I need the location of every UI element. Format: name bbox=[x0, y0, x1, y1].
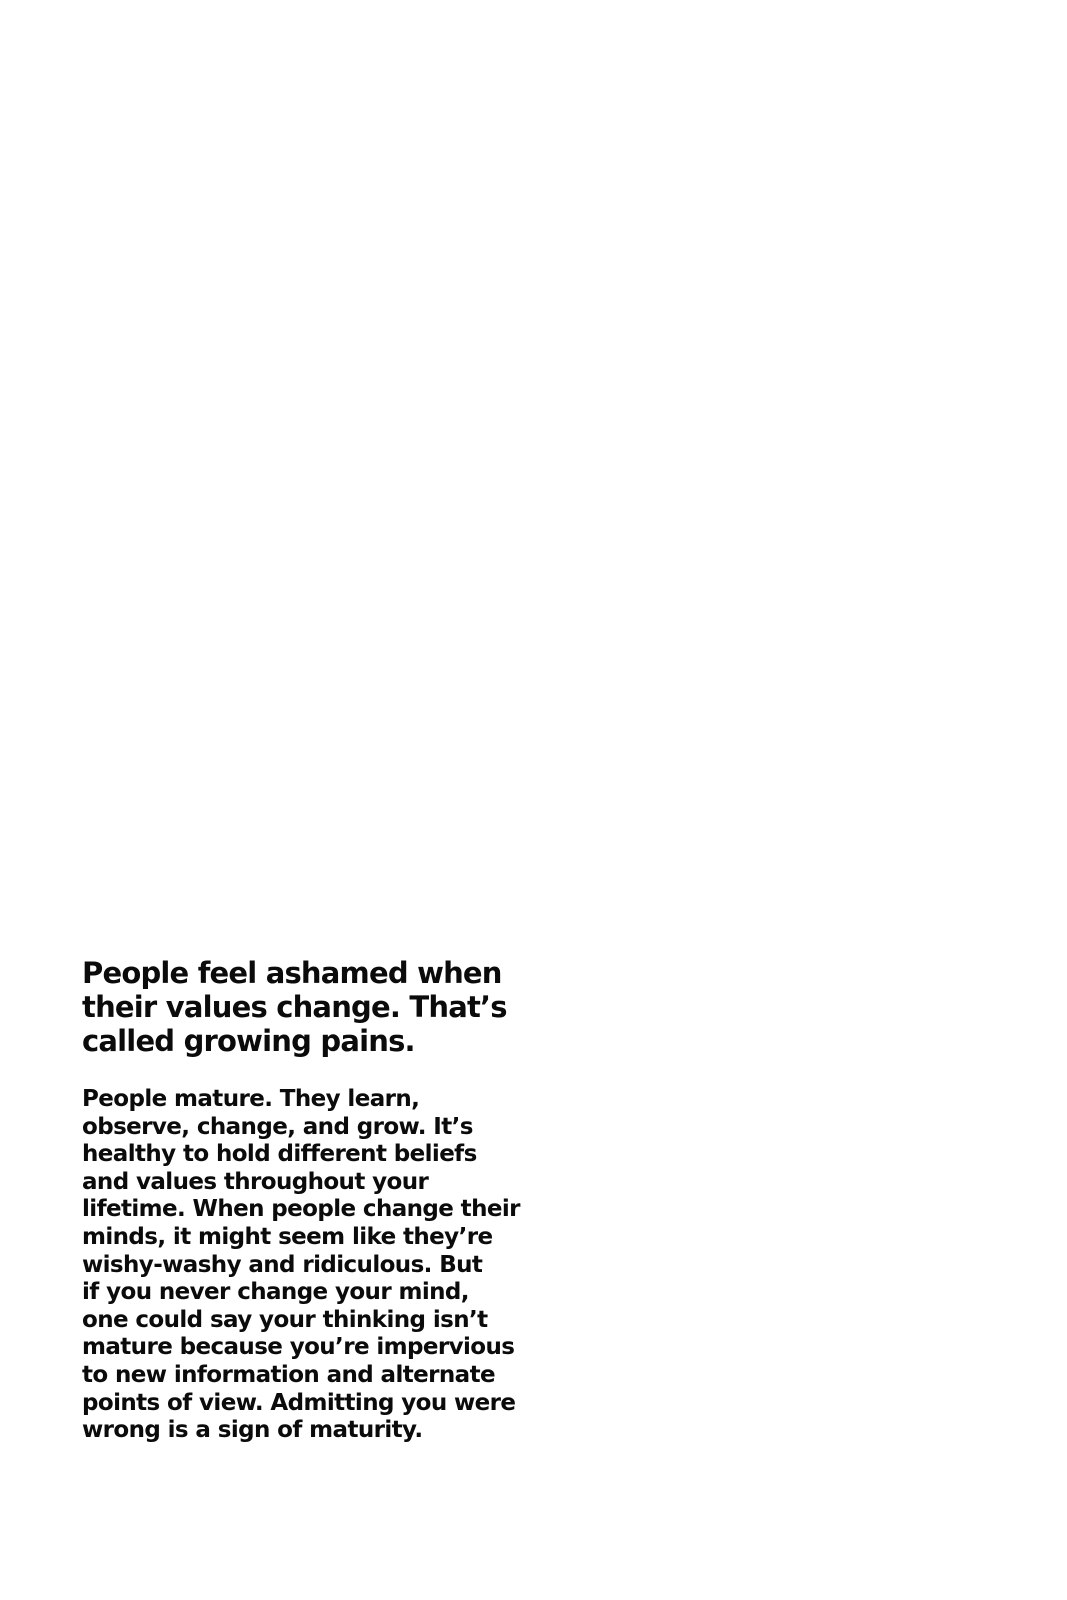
body-line: to new information and alternate bbox=[82, 1361, 495, 1388]
body-line: wrong is a sign of maturity. bbox=[82, 1417, 423, 1444]
body-line: lifetime. When people change their bbox=[82, 1196, 520, 1223]
body-line: healthy to hold different beliefs bbox=[82, 1141, 477, 1168]
heading-line: People feel ashamed when bbox=[82, 956, 502, 990]
heading-line: their values change. That’s bbox=[82, 990, 507, 1024]
body-line: wishy-washy and ridiculous. But bbox=[82, 1251, 483, 1278]
heading-line: called growing pains. bbox=[82, 1024, 415, 1058]
body-line: mature because you’re impervious bbox=[82, 1334, 515, 1361]
text-block bbox=[82, 956, 542, 1445]
body-line: one could say your thinking isn’t bbox=[82, 1306, 488, 1333]
body-paragraph bbox=[82, 1086, 542, 1445]
body-line: and values throughout your bbox=[82, 1168, 429, 1195]
body-line: minds, it might seem like they’re bbox=[82, 1223, 493, 1250]
heading bbox=[82, 956, 542, 1058]
body-line: observe, change, and grow. It’s bbox=[82, 1113, 473, 1140]
body-line: if you never change your mind, bbox=[82, 1279, 469, 1306]
body-line: People mature. They learn, bbox=[82, 1086, 420, 1112]
body-line: points of view. Admitting you were bbox=[82, 1389, 516, 1416]
